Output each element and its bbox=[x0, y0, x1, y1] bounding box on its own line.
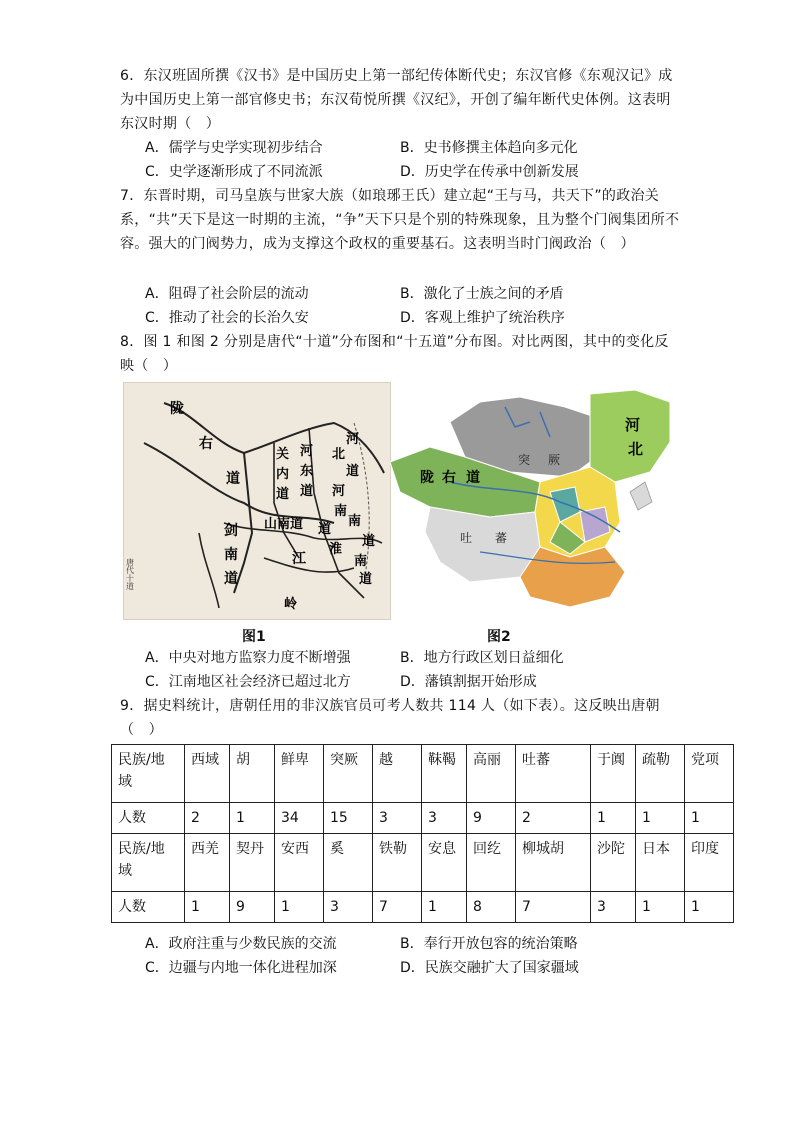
table-cell: 1 bbox=[685, 803, 734, 834]
table-cell: 9 bbox=[230, 892, 275, 923]
fig1-label-15: 道 bbox=[318, 522, 332, 537]
table-cell: 3 bbox=[373, 803, 422, 834]
table-cell: 高丽 bbox=[467, 745, 516, 803]
table-cell: 党项 bbox=[685, 745, 734, 803]
fig1-map-title: 唐代十道 bbox=[125, 558, 135, 590]
fig2-label-7: 道 bbox=[466, 470, 480, 486]
table-cell: 于阗 bbox=[591, 745, 636, 803]
question-6-option-d[interactable]: D．历史学在传承中创新发展 bbox=[400, 164, 579, 180]
table-cell: 2 bbox=[516, 803, 591, 834]
table-cell: 1 bbox=[636, 803, 685, 834]
fig1-label-22: 道 bbox=[224, 571, 238, 587]
question-9-option-c[interactable]: C．边疆与内地一体化进程加深 bbox=[145, 960, 337, 976]
fig1-label-3: 道 bbox=[226, 471, 240, 487]
question-9-stem: 9．据史料统计，唐朝任用的非汉族官员可考人数共 114 人（如下表）。这反映出唐朝（ ） bbox=[120, 698, 660, 738]
table-row bbox=[112, 892, 734, 923]
table-cell: 34 bbox=[275, 803, 324, 834]
fig2-label-2: 北 bbox=[628, 440, 644, 458]
fig1-label-5: 内 bbox=[276, 467, 290, 482]
table-cell: 15 bbox=[324, 803, 373, 834]
fig2-label-8: 吐 bbox=[460, 531, 473, 545]
question-6-option-b[interactable]: B．史书修撰主体趋向多元化 bbox=[400, 140, 578, 156]
table-cell: 奚 bbox=[324, 834, 373, 892]
question-7-option-d[interactable]: D．客观上维护了统治秩序 bbox=[400, 310, 565, 326]
table-cell: 1 bbox=[422, 892, 467, 923]
table-row bbox=[112, 834, 734, 892]
table-cell: 疏勒 bbox=[636, 745, 685, 803]
table-header-cell: 人数 bbox=[112, 803, 185, 834]
table-cell: 印度 bbox=[685, 834, 734, 892]
table-cell: 7 bbox=[373, 892, 422, 923]
table-cell: 鲜卑 bbox=[275, 745, 324, 803]
question-8-options bbox=[145, 646, 685, 694]
fig1-label-8: 东 bbox=[300, 464, 314, 479]
question-8-option-a[interactable]: A．中央对地方监察力度不断增强 bbox=[145, 650, 351, 666]
table-cell: 9 bbox=[467, 803, 516, 834]
fig1-label-17: 淮 bbox=[329, 542, 343, 557]
table-cell: 突厥 bbox=[324, 745, 373, 803]
question-9-options bbox=[145, 932, 685, 980]
fig1-label-18: 南 bbox=[348, 514, 362, 529]
question-9-option-b[interactable]: B．奉行开放包容的统治策略 bbox=[400, 936, 578, 952]
question-6-options bbox=[145, 136, 685, 184]
table-cell: 吐蕃 bbox=[516, 745, 591, 803]
fig2-label-1: 河 bbox=[625, 416, 641, 434]
question-9-option-d[interactable]: D．民族交融扩大了国家疆域 bbox=[400, 960, 579, 976]
question-7-option-c[interactable]: C．推动了社会的长治久安 bbox=[145, 310, 309, 326]
fig1-label-16: 山南道 bbox=[264, 517, 304, 532]
table-row bbox=[112, 745, 734, 803]
question-8-option-d[interactable]: D．藩镇割据开始形成 bbox=[400, 674, 537, 690]
fig1-label-24: 南 bbox=[354, 554, 368, 569]
fig1-label-11: 北 bbox=[332, 447, 346, 462]
question-6-stem: 6．东汉班固所撰《汉书》是中国历史上第一部纪传体断代史；东汉官修《东观汉记》成为中国历史上第一部官修史书；东汉荀悦所撰《汉纪》，开创了编年断代史体例。这表明东汉时期（ ） bbox=[120, 68, 673, 132]
fig1-label-21: 南 bbox=[224, 547, 238, 563]
table-cell: 3 bbox=[591, 892, 636, 923]
table-cell: 3 bbox=[422, 803, 467, 834]
fig1-label-20: 剑 bbox=[224, 523, 238, 539]
question-8-option-b[interactable]: B．地方行政区划日益细化 bbox=[400, 650, 564, 666]
table-cell: 安西 bbox=[275, 834, 324, 892]
fig1-label-25: 道 bbox=[359, 572, 373, 587]
fig1-label-10: 河 bbox=[346, 432, 360, 447]
figure-2-svg bbox=[390, 382, 675, 618]
table-row bbox=[112, 803, 734, 834]
fig1-label-13: 河 bbox=[332, 484, 346, 499]
table-cell: 越 bbox=[373, 745, 422, 803]
table-header-cell: 人数 bbox=[112, 892, 185, 923]
figure-1-caption: 图1 bbox=[242, 629, 266, 645]
table-cell: 1 bbox=[685, 892, 734, 923]
fig1-label-6: 道 bbox=[276, 487, 290, 502]
table-cell: 1 bbox=[230, 803, 275, 834]
fig1-label-19: 道 bbox=[362, 534, 376, 549]
question-7-stem: 7．东晋时期，司马皇族与世家大族（如琅琊王氏）建立起“王与马，共天下”的政治关系，“共”天下是这一时期的主流，“争”天下只是个别的特殊现象，且为整个门阀集团所不容。强大的门阀势力，成为支撑这个政权的重要基石。这表明当时门阀政治（ ） bbox=[120, 188, 680, 252]
table-cell: 1 bbox=[591, 803, 636, 834]
figure-2-map bbox=[390, 382, 675, 618]
fig1-label-12: 道 bbox=[346, 464, 360, 479]
question-8-stem: 8．图 1 和图 2 分别是唐代“十道”分布图和“十五道”分布图。对比两图，其中的变化反映（ ） bbox=[120, 334, 669, 374]
fig2-label-9: 蕃 bbox=[495, 531, 508, 545]
table-cell: 胡 bbox=[230, 745, 275, 803]
figure-2-caption: 图2 bbox=[487, 629, 511, 645]
table-cell: 1 bbox=[275, 892, 324, 923]
figure-1-svg bbox=[124, 383, 390, 619]
table-cell: 铁勒 bbox=[373, 834, 422, 892]
table-cell: 2 bbox=[185, 803, 230, 834]
figure-1-map bbox=[123, 382, 391, 620]
question-7-option-b[interactable]: B．激化了士族之间的矛盾 bbox=[400, 286, 564, 302]
table-cell: 1 bbox=[185, 892, 230, 923]
question-8-figures bbox=[120, 382, 680, 644]
fig1-label-2: 右 bbox=[199, 436, 213, 452]
table-cell: 西羌 bbox=[185, 834, 230, 892]
fig2-label-3: 突 bbox=[518, 453, 531, 467]
table-header-cell: 民族/地域 bbox=[112, 745, 185, 803]
table-cell: 1 bbox=[636, 892, 685, 923]
fig1-label-14: 南 bbox=[334, 504, 348, 519]
fig1-label-23: 江 bbox=[292, 551, 306, 567]
question-6-option-c[interactable]: C．史学逐渐形成了不同流派 bbox=[145, 164, 323, 180]
table-cell: 柳城胡 bbox=[516, 834, 591, 892]
table-cell: 沙陀 bbox=[591, 834, 636, 892]
table-cell: 安息 bbox=[422, 834, 467, 892]
table-cell: 7 bbox=[516, 892, 591, 923]
question-6-option-a[interactable]: A．儒学与史学实现初步结合 bbox=[145, 140, 323, 156]
fig1-label-26: 岭 bbox=[284, 597, 298, 612]
fig2-label-5: 陇 bbox=[420, 470, 434, 486]
question-8-option-c[interactable]: C．江南地区社会经济已超过北方 bbox=[145, 674, 351, 690]
question-7-options bbox=[145, 282, 685, 330]
question-9-option-a[interactable]: A．政府注重与少数民族的交流 bbox=[145, 936, 337, 952]
question-9-table bbox=[111, 744, 734, 923]
fig2-label-4: 厥 bbox=[548, 453, 561, 467]
fig1-label-4: 关 bbox=[276, 447, 290, 462]
table-cell: 靺鞨 bbox=[422, 745, 467, 803]
table-cell: 日本 bbox=[636, 834, 685, 892]
table-cell: 西域 bbox=[185, 745, 230, 803]
table-cell: 回纥 bbox=[467, 834, 516, 892]
fig1-label-1: 陇 bbox=[170, 401, 184, 417]
table-cell: 3 bbox=[324, 892, 373, 923]
table-cell: 8 bbox=[467, 892, 516, 923]
question-7-option-a[interactable]: A．阻碍了社会阶层的流动 bbox=[145, 286, 309, 302]
fig1-label-9: 道 bbox=[300, 484, 314, 499]
table-header-cell: 民族/地域 bbox=[112, 834, 185, 892]
fig2-label-6: 右 bbox=[442, 470, 456, 486]
table-cell: 契丹 bbox=[230, 834, 275, 892]
fig1-label-7: 河 bbox=[300, 444, 314, 459]
